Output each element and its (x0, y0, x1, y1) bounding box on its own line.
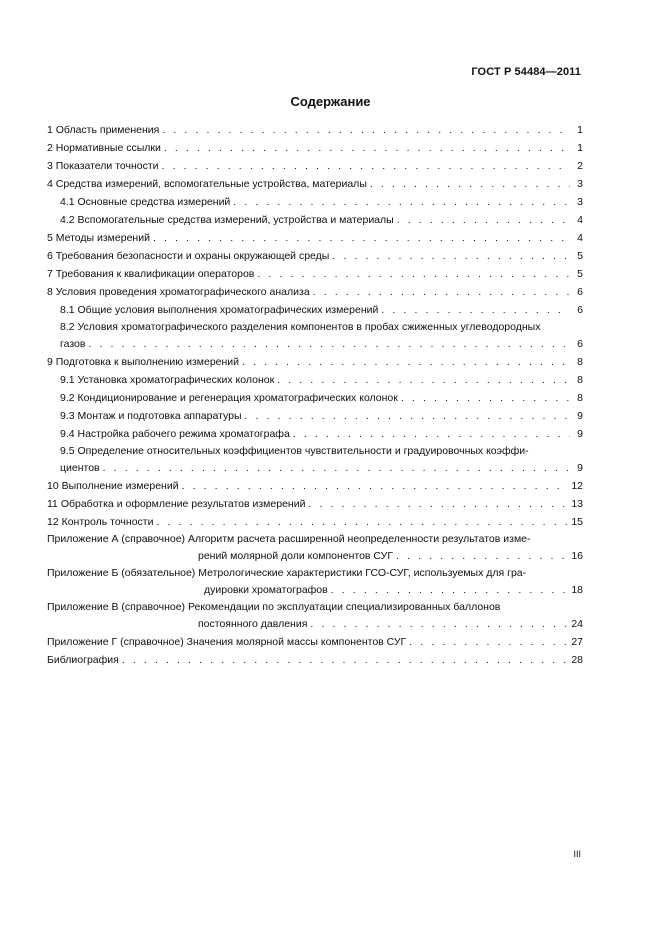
toc-entry-label-line2: рений молярной доли компонентов СУГ (198, 550, 394, 562)
toc-entry-4-1[interactable] (47, 193, 583, 211)
toc-entry-appendix-a[interactable] (47, 531, 583, 565)
dot-leader (153, 229, 570, 247)
dot-leader (103, 459, 570, 477)
toc-entry-11[interactable] (47, 495, 583, 513)
toc-entry-page: 9 (577, 462, 583, 474)
toc-entry-page: 2 (577, 160, 583, 172)
toc-entry-label: 4.2 Вспомогательные средства измерений, устройства и материалы (60, 214, 394, 226)
toc-entry-label: 9.4 Настройка рабочего режима хроматографа (60, 428, 290, 440)
toc-entry-page: 1 (577, 124, 583, 136)
dot-leader (277, 371, 570, 389)
toc-entry-page: 4 (577, 214, 583, 226)
dot-leader (308, 495, 568, 513)
toc-entry-8-1[interactable] (47, 301, 583, 319)
toc-entry-page: 6 (577, 338, 583, 350)
toc-entry-label: 8 Условия проведения хроматографического анализа (47, 286, 310, 298)
toc-entry-bibliography[interactable] (47, 651, 583, 669)
toc-entry-9-3[interactable] (47, 407, 583, 425)
toc-entry-label-line1: Приложение В (справочное) Рекомендации по эксплуатации специализированных баллонов (47, 601, 501, 613)
toc-entry-appendix-b[interactable] (47, 565, 583, 599)
toc-entry-9-4[interactable] (47, 425, 583, 443)
toc-entry-label: 4 Средства измерений, вспомогательные устройства, материалы (47, 178, 367, 190)
page-number: III (573, 849, 581, 859)
toc-entry-label: 9 Подготовка к выполнению измерений (47, 356, 240, 368)
toc-entry-label: 9.2 Кондиционирование и регенерация хроматографических колонок (60, 392, 398, 404)
dot-leader (233, 193, 570, 211)
toc-entry-page: 6 (577, 304, 583, 316)
dot-leader (156, 513, 568, 531)
toc-entry-page: 5 (577, 250, 583, 262)
toc-entry-page: 3 (577, 178, 583, 190)
dot-leader (162, 157, 570, 175)
toc-entry-label: 2 Нормативные ссылки (47, 142, 161, 154)
dot-leader (332, 247, 570, 265)
toc-entry-label-line2: дуировки хроматографов (204, 584, 328, 596)
toc-entry-label: 7 Требования к квалификации операторов (47, 268, 255, 280)
toc-entry-page: 28 (571, 654, 583, 666)
dot-leader (162, 121, 570, 139)
dot-leader (257, 265, 570, 283)
toc-entry-page: 8 (577, 392, 583, 404)
toc-entry-page: 12 (571, 480, 583, 492)
toc-entry-page: 4 (577, 232, 583, 244)
toc-entry-label-line1: Приложение Б (обязательное) Метрологические характеристики ГСО-СУГ, используемых для гра- (47, 567, 527, 579)
toc-entry-appendix-g[interactable] (47, 633, 583, 651)
dot-leader (397, 211, 570, 229)
dot-leader (370, 175, 570, 193)
dot-leader (310, 615, 568, 633)
toc-entry-label: 9.1 Установка хроматографических колонок (60, 374, 275, 386)
dot-leader (396, 547, 568, 565)
toc-entry-label: 12 Контроль точности (47, 516, 154, 528)
toc-entry-5[interactable] (47, 229, 583, 247)
toc-entry-page: 8 (577, 374, 583, 386)
dot-leader (331, 581, 569, 599)
toc-entry-label-line2: газов (60, 338, 86, 350)
toc-entry-3[interactable] (47, 157, 583, 175)
toc-entry-12[interactable] (47, 513, 583, 531)
toc-entry-9-5[interactable] (47, 443, 583, 477)
dot-leader (313, 283, 570, 301)
toc-entry-page: 8 (577, 356, 583, 368)
toc-entry-label: Приложение Г (справочное) Значения молярной массы компонентов СУГ (47, 636, 407, 648)
toc-entry-7[interactable] (47, 265, 583, 283)
toc-entry-9[interactable] (47, 353, 583, 371)
toc-entry-label-line1: 8.2 Условия хроматографического разделения компонентов в пробах сжиженных углеводородных (60, 321, 541, 333)
dot-leader (293, 425, 570, 443)
dot-leader (245, 407, 570, 425)
toc-entry-1[interactable] (47, 121, 583, 139)
toc-entry-label: 4.1 Основные средства измерений (60, 196, 231, 208)
toc-entry-page: 6 (577, 286, 583, 298)
toc-entry-label: 1 Область применения (47, 124, 160, 136)
toc-entry-page: 9 (577, 410, 583, 422)
toc-entry-page: 24 (571, 618, 583, 630)
toc-entry-10[interactable] (47, 477, 583, 495)
toc-entry-4-2[interactable] (47, 211, 583, 229)
document-code-header: ГОСТ Р 54484—2011 (471, 66, 581, 78)
toc-entry-page: 27 (571, 636, 583, 648)
toc-entry-4[interactable] (47, 175, 583, 193)
toc-entry-label-line1: 9.5 Определение относительных коэффициентов чувствительности и градуировочных коэффи- (60, 445, 529, 457)
toc-entry-9-2[interactable] (47, 389, 583, 407)
toc-entry-label-line1: Приложение А (справочное) Алгоритм расчета расширенной неопределенности результатов изме- (47, 533, 531, 545)
toc-entry-label: 6 Требования безопасности и охраны окружающей среды (47, 250, 330, 262)
toc-entry-6[interactable] (47, 247, 583, 265)
dot-leader (164, 139, 570, 157)
toc-entry-page: 3 (577, 196, 583, 208)
dot-leader (381, 301, 570, 319)
toc-entry-label: 5 Методы измерений (47, 232, 150, 244)
toc-entry-label-line2: циентов (60, 462, 100, 474)
toc-entry-8[interactable] (47, 283, 583, 301)
toc-entry-page: 16 (571, 550, 583, 562)
toc-entry-9-1[interactable] (47, 371, 583, 389)
dot-leader (88, 335, 570, 353)
table-of-contents (47, 121, 583, 669)
toc-entry-8-2[interactable] (47, 319, 583, 353)
toc-entry-2[interactable] (47, 139, 583, 157)
toc-entry-page: 1 (577, 142, 583, 154)
toc-entry-label: 10 Выполнение измерений (47, 480, 179, 492)
toc-entry-label: 8.1 Общие условия выполнения хроматографических измерений (60, 304, 379, 316)
toc-entry-page: 13 (571, 498, 583, 510)
toc-entry-page: 15 (571, 516, 583, 528)
toc-entry-label: Библиография (47, 654, 119, 666)
dot-leader (409, 633, 568, 651)
contents-title: Содержание (290, 94, 371, 109)
toc-entry-label: 11 Обработка и оформление результатов измерений (47, 498, 306, 510)
toc-entry-label: 9.3 Монтаж и подготовка аппаратуры (60, 410, 242, 422)
dot-leader (401, 389, 570, 407)
toc-entry-appendix-v[interactable] (47, 599, 583, 633)
dot-leader (122, 651, 568, 669)
toc-entry-page: 5 (577, 268, 583, 280)
dot-leader (242, 353, 570, 371)
toc-entry-page: 18 (571, 584, 583, 596)
toc-entry-page: 9 (577, 428, 583, 440)
toc-entry-label: 3 Показатели точности (47, 160, 159, 172)
toc-entry-label-line2: постоянного давления (198, 618, 308, 630)
dot-leader (182, 477, 569, 495)
